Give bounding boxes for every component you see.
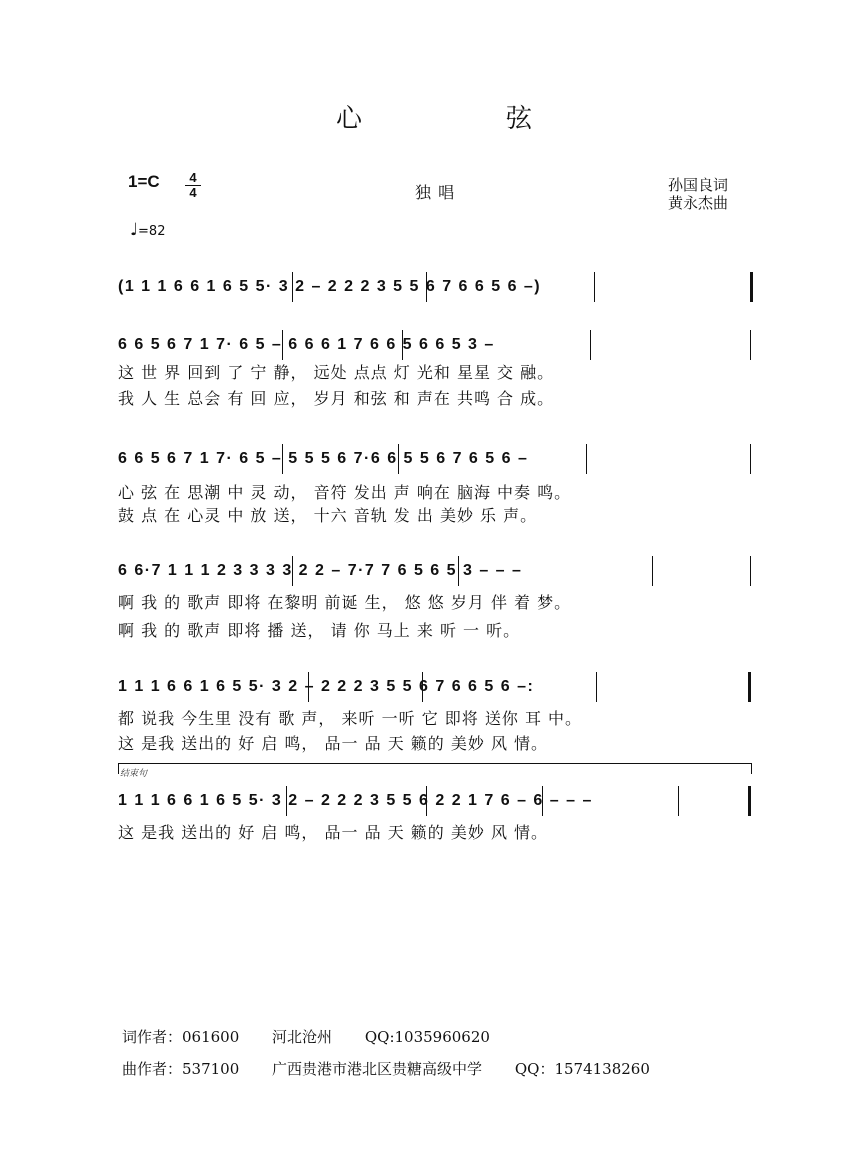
tempo-value: =82 <box>138 224 166 239</box>
lyric-line-4a: 啊 我 的 歌声 即将 在黎明 前诞 生， 悠 悠 岁月 伴 着 梦。 <box>118 593 572 612</box>
lyric-line-5b: 这 是我 送出的 好 启 鸣， 品一 品 天 籁的 美妙 风 情。 <box>118 734 549 753</box>
lyric-line-4b: 啊 我 的 歌声 即将 播 送， 请 你 马上 来 听 一 听。 <box>118 621 521 640</box>
music-line-4 <box>112 554 760 590</box>
ending-label: 结束句 <box>120 769 148 779</box>
music-line-3 <box>112 442 760 478</box>
composer-label: 曲作者：537100 <box>122 1060 240 1078</box>
performance-type: 独 唱 <box>415 183 456 202</box>
composer-place: 广西贵港市港北区贵糖高级中学 <box>272 1060 483 1078</box>
lyricist-place: 河北沧州 <box>272 1028 333 1046</box>
lyricist-qq: QQ:1035960620 <box>364 1028 490 1046</box>
composer-info <box>122 1058 678 1079</box>
ending-bracket <box>118 763 752 774</box>
notation-line-4: 6 6·7 1 1 1 2 3 3 3 3 2 2 – 7·7 7 6 5 6 5 3 – – – <box>118 562 523 579</box>
lyricist-credit: 孙国良词 <box>668 176 729 194</box>
notation-line-3: 6 6 5 6 7 1 7· 6 5 – 5 5 5 6 7·6 6 5 5 6 7 6 5 6 – <box>118 450 529 467</box>
time-signature-bottom: 4 <box>189 185 197 200</box>
lyric-line-6: 这 是我 送出的 好 启 鸣， 品一 品 天 籁的 美妙 风 情。 <box>118 823 549 842</box>
composer-qq: QQ：1574138260 <box>514 1060 650 1078</box>
music-line-2 <box>112 328 760 364</box>
notation-line-1: (1 1 1 6 6 1 6 5 5· 3 2 – 2 2 2 3 5 5 6 7 6 6 5 6 –) <box>118 278 542 295</box>
lyric-line-2a: 这 世 界 回到 了 宁 静， 远处 点点 灯 光和 星星 交 融。 <box>118 363 555 382</box>
notation-line-2: 6 6 5 6 7 1 7· 6 5 – 6 6 6 1 7 6 6 5 6 6 5 3 – <box>118 336 495 353</box>
lyric-line-3a: 心 弦 在 思潮 中 灵 动， 音符 发出 声 响在 脑海 中奏 鸣。 <box>118 483 572 502</box>
title-char-2: 弦 <box>506 104 533 134</box>
notation-line-5: 1 1 1 6 6 1 6 5 5· 3 2 – 2 2 2 3 5 5 6 7 6 6 5 6 –: <box>118 678 535 695</box>
music-line-5 <box>112 670 760 706</box>
composer-credit: 黄永杰曲 <box>668 194 729 212</box>
time-signature-top: 4 <box>189 170 197 185</box>
title-char-1: 心 <box>336 104 363 134</box>
music-line-1 <box>112 270 760 306</box>
lyric-line-3b: 鼓 点 在 心灵 中 放 送， 十六 音轨 发 出 美妙 乐 声。 <box>118 506 538 525</box>
time-signature <box>185 172 201 199</box>
lyric-line-2b: 我 人 生 总会 有 回 应， 岁月 和弦 和 声在 共鸣 合 成。 <box>118 389 555 408</box>
lyric-line-5a: 都 说我 今生里 没有 歌 声， 来听 一听 它 即将 送你 耳 中。 <box>118 709 583 728</box>
notation-line-6: 1 1 1 6 6 1 6 5 5· 3 2 – 2 2 2 3 5 5 6 2 2 1 7 6 – 6 – – – <box>118 792 593 809</box>
music-line-6 <box>112 784 760 820</box>
tempo-mark <box>130 220 165 240</box>
lyricist-info <box>122 1026 518 1047</box>
lyricist-label: 词作者：061600 <box>122 1028 240 1046</box>
quarter-note-icon: ♩ <box>130 220 139 240</box>
key-signature: 1=C <box>128 172 160 191</box>
